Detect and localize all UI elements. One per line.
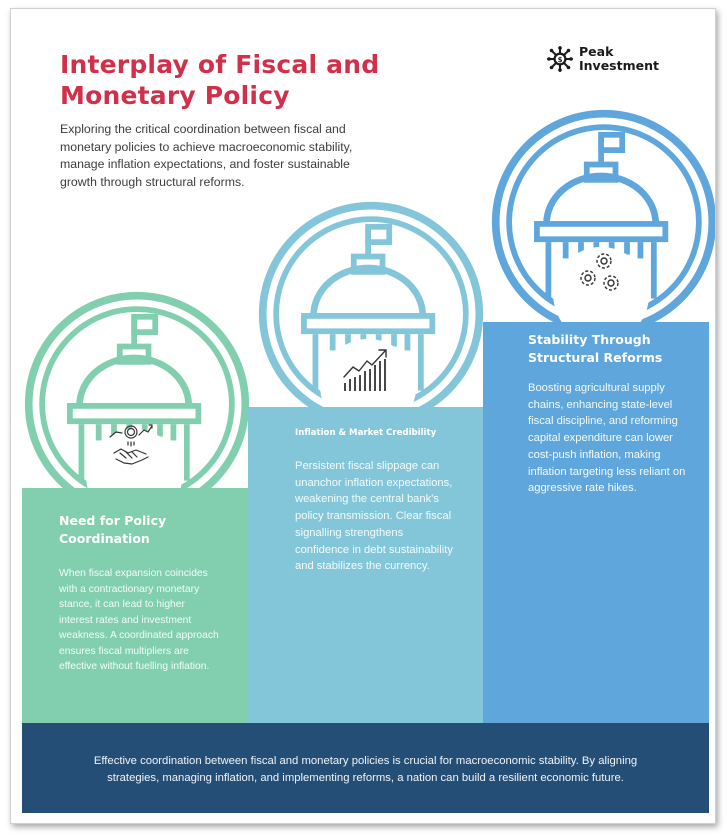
brand-name-line1: Peak	[579, 44, 614, 59]
column-text: When fiscal expansion coincides with a contractionary monetary stance, it can lead to higher interest rates and investment weakness. A coordinated approach ensures fiscal multipliers are effective without fuelling inflation.	[59, 568, 219, 672]
footer-banner	[22, 723, 709, 813]
handshake-gear-growth-icon	[106, 419, 156, 474]
brand-name-line2: Investment	[579, 58, 659, 73]
brand-name	[579, 45, 659, 73]
page-title: Interplay of Fiscal and Monetary Policy	[60, 50, 380, 110]
column-structural-reforms	[483, 322, 709, 723]
brand-logo	[547, 45, 659, 73]
capitol-dome-icon	[256, 199, 486, 429]
column-title: Inflation & Market Credibility	[295, 428, 437, 438]
capitol-dome-icon	[22, 289, 252, 519]
growth-chart-icon	[341, 341, 389, 393]
gear-dollar-icon	[547, 46, 573, 72]
infographic-page	[10, 8, 716, 824]
column-text: Boosting agricultural supply chains, enhancing state-level fiscal discipline, and reforming capital expenditure can lower cost-push inflation, making inflation targeting less reliant on aggressive rate hikes.	[528, 382, 686, 495]
column-title: Stability Through Structural Reforms	[528, 332, 663, 365]
column-text: Persistent fiscal slippage can unanchor inflation expectations, weakening the central bank's policy transmission. Clear fiscal signalling strengthens confidence in debt sustainability and stabilizes the currency.	[295, 460, 453, 573]
column-inflation-credibility	[248, 407, 483, 723]
column-policy-coordination	[22, 488, 248, 723]
svg-text:$: $	[557, 55, 563, 64]
page-subtitle: Exploring the critical coordination between fiscal and monetary policies to achieve macroeconomic stability, manage inflation expectations, and foster sustainable growth through structural reforms.	[60, 122, 353, 189]
column-title: Need for Policy Coordination	[59, 513, 167, 546]
gears-icon	[576, 249, 626, 297]
capitol-dome-icon	[489, 107, 716, 337]
footer-text: Effective coordination between fiscal and monetary policies is crucial for macroeconomic stability. By aligning strategies, managing inflation, and implementing reforms, a nation can build a resilient economic future.	[93, 755, 638, 784]
